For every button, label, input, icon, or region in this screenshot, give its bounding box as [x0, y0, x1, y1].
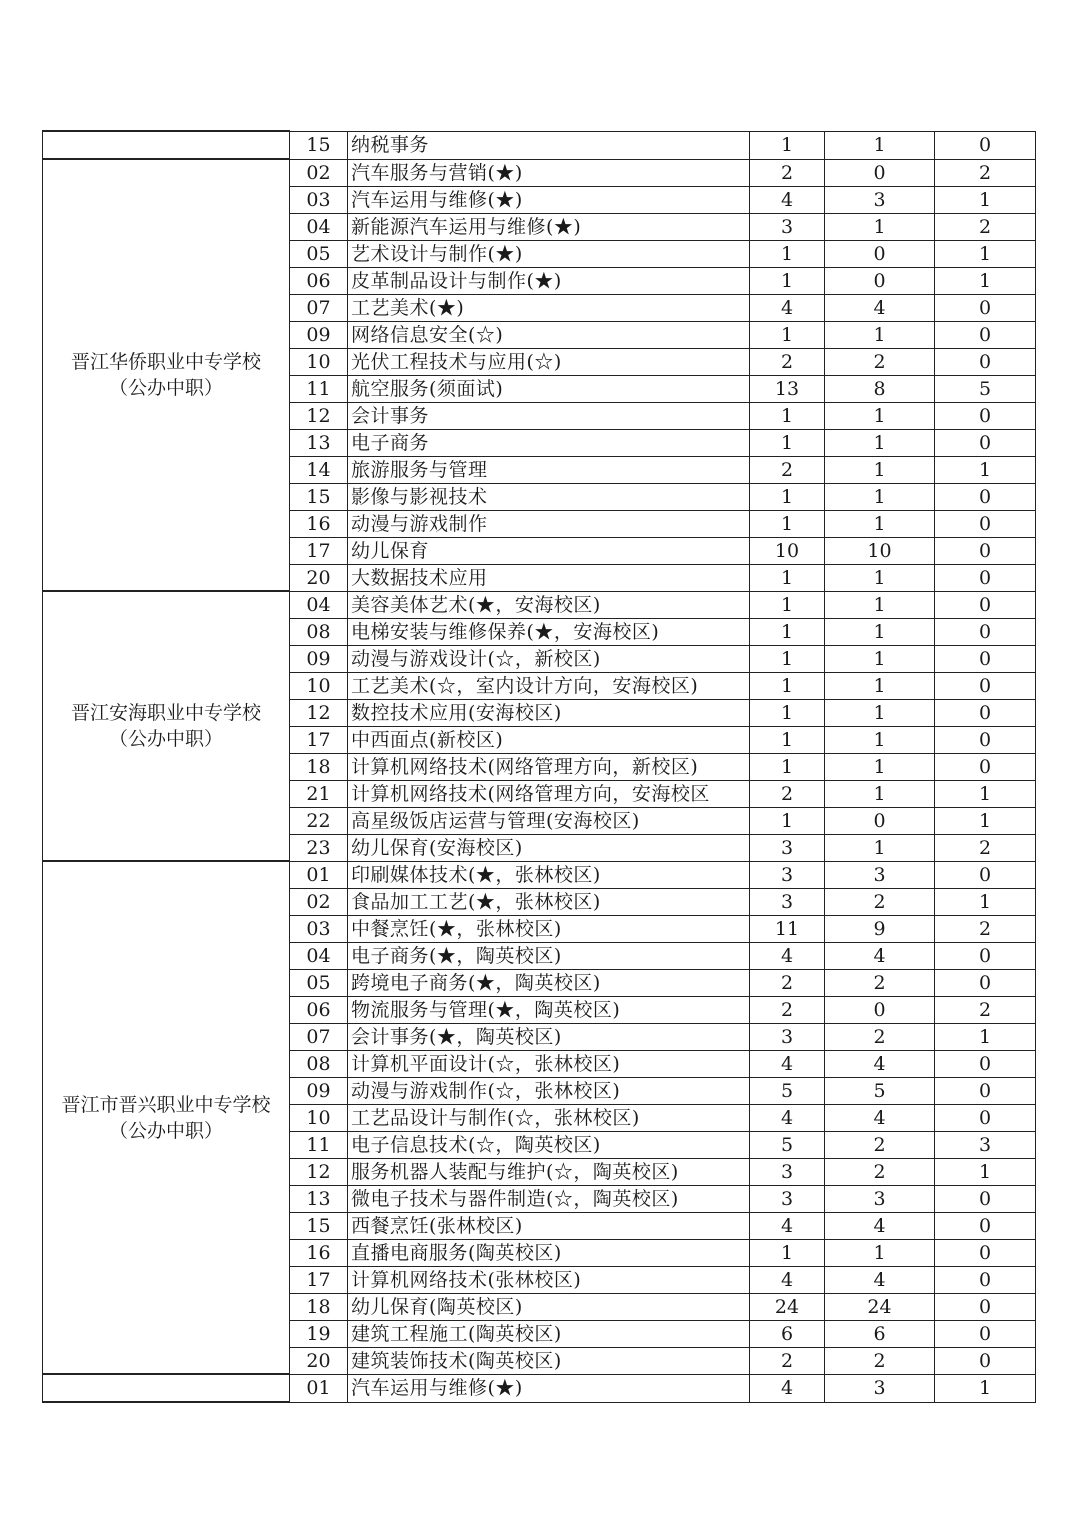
major-name-cell: 食品加工工艺(★，张林校区)	[348, 888, 750, 915]
plan-a-cell: 6	[825, 1320, 935, 1347]
major-code-cell: 14	[290, 456, 348, 483]
major-code-cell: 18	[290, 1293, 348, 1320]
school-cell	[43, 159, 290, 591]
plan-total-cell: 1	[750, 131, 825, 159]
major-code-cell: 01	[290, 861, 348, 888]
major-code-cell: 10	[290, 348, 348, 375]
plan-b-cell: 0	[935, 1239, 1036, 1266]
plan-a-cell: 2	[825, 1131, 935, 1158]
plan-a-cell: 1	[825, 618, 935, 645]
major-name-cell: 计算机平面设计(☆，张林校区)	[348, 1050, 750, 1077]
major-code-cell: 15	[290, 483, 348, 510]
major-name-cell: 新能源汽车运用与维修(★)	[348, 213, 750, 240]
major-code-cell: 03	[290, 186, 348, 213]
plan-total-cell: 1	[750, 753, 825, 780]
major-code-cell: 09	[290, 645, 348, 672]
plan-b-cell: 0	[935, 618, 1036, 645]
plan-a-cell: 0	[825, 159, 935, 186]
major-code-cell: 17	[290, 1266, 348, 1293]
major-code-cell: 06	[290, 267, 348, 294]
major-code-cell: 04	[290, 213, 348, 240]
plan-b-cell: 0	[935, 1347, 1036, 1374]
plan-total-cell: 1	[750, 402, 825, 429]
plan-a-cell: 1	[825, 483, 935, 510]
plan-total-cell: 1	[750, 267, 825, 294]
major-name-cell: 服务机器人装配与维护(☆，陶英校区)	[348, 1158, 750, 1185]
plan-a-cell: 1	[825, 699, 935, 726]
enrollment-table-body	[43, 131, 1036, 1402]
plan-a-cell: 1	[825, 564, 935, 591]
major-name-cell: 工艺美术(★)	[348, 294, 750, 321]
table-row	[43, 131, 1036, 159]
major-name-cell: 中餐烹饪(★，张林校区)	[348, 915, 750, 942]
plan-b-cell: 0	[935, 726, 1036, 753]
plan-b-cell: 1	[935, 1023, 1036, 1050]
school-cell	[43, 131, 290, 159]
plan-a-cell: 10	[825, 537, 935, 564]
plan-total-cell: 1	[750, 591, 825, 618]
plan-b-cell: 0	[935, 537, 1036, 564]
plan-a-cell: 1	[825, 321, 935, 348]
major-name-cell: 动漫与游戏设计(☆，新校区)	[348, 645, 750, 672]
major-code-cell: 02	[290, 159, 348, 186]
major-code-cell: 02	[290, 888, 348, 915]
plan-a-cell: 1	[825, 780, 935, 807]
plan-total-cell: 4	[750, 294, 825, 321]
plan-a-cell: 4	[825, 1050, 935, 1077]
plan-b-cell: 0	[935, 1293, 1036, 1320]
major-name-cell: 建筑装饰技术(陶英校区)	[348, 1347, 750, 1374]
school-cell	[43, 591, 290, 861]
plan-a-cell: 24	[825, 1293, 935, 1320]
major-name-cell: 动漫与游戏制作(☆，张林校区)	[348, 1077, 750, 1104]
plan-total-cell: 6	[750, 1320, 825, 1347]
plan-b-cell: 0	[935, 321, 1036, 348]
plan-b-cell: 0	[935, 591, 1036, 618]
major-code-cell: 07	[290, 294, 348, 321]
plan-total-cell: 3	[750, 834, 825, 861]
plan-total-cell: 13	[750, 375, 825, 402]
major-code-cell: 20	[290, 1347, 348, 1374]
major-code-cell: 16	[290, 510, 348, 537]
major-code-cell: 01	[290, 1374, 348, 1402]
plan-b-cell: 0	[935, 348, 1036, 375]
plan-a-cell: 1	[825, 672, 935, 699]
table-row	[43, 159, 1036, 186]
plan-b-cell: 0	[935, 645, 1036, 672]
plan-b-cell: 2	[935, 915, 1036, 942]
plan-b-cell: 0	[935, 672, 1036, 699]
major-name-cell: 工艺美术(☆，室内设计方向，安海校区)	[348, 672, 750, 699]
major-code-cell: 04	[290, 591, 348, 618]
plan-a-cell: 1	[825, 429, 935, 456]
plan-total-cell: 2	[750, 456, 825, 483]
plan-a-cell: 4	[825, 1104, 935, 1131]
plan-total-cell: 1	[750, 1239, 825, 1266]
major-code-cell: 12	[290, 1158, 348, 1185]
plan-b-cell: 0	[935, 294, 1036, 321]
enrollment-table	[42, 130, 1036, 1403]
plan-a-cell: 1	[825, 753, 935, 780]
plan-a-cell: 2	[825, 1347, 935, 1374]
plan-total-cell: 3	[750, 888, 825, 915]
plan-total-cell: 4	[750, 1050, 825, 1077]
plan-total-cell: 1	[750, 618, 825, 645]
major-code-cell: 03	[290, 915, 348, 942]
major-code-cell: 20	[290, 564, 348, 591]
plan-b-cell: 0	[935, 131, 1036, 159]
major-code-cell: 11	[290, 375, 348, 402]
plan-b-cell: 0	[935, 510, 1036, 537]
major-name-cell: 网络信息安全(☆)	[348, 321, 750, 348]
major-code-cell: 23	[290, 834, 348, 861]
plan-total-cell: 3	[750, 1185, 825, 1212]
plan-b-cell: 0	[935, 402, 1036, 429]
major-code-cell: 04	[290, 942, 348, 969]
plan-b-cell: 1	[935, 888, 1036, 915]
major-code-cell: 08	[290, 618, 348, 645]
major-name-cell: 会计事务	[348, 402, 750, 429]
plan-b-cell: 1	[935, 1158, 1036, 1185]
plan-total-cell: 10	[750, 537, 825, 564]
plan-b-cell: 0	[935, 483, 1036, 510]
plan-total-cell: 1	[750, 429, 825, 456]
plan-total-cell: 1	[750, 807, 825, 834]
plan-total-cell: 1	[750, 510, 825, 537]
plan-b-cell: 0	[935, 1104, 1036, 1131]
major-name-cell: 西餐烹饪(张林校区)	[348, 1212, 750, 1239]
plan-total-cell: 3	[750, 1023, 825, 1050]
table-row	[43, 861, 1036, 888]
plan-total-cell: 1	[750, 672, 825, 699]
plan-total-cell: 4	[750, 942, 825, 969]
plan-a-cell: 4	[825, 1212, 935, 1239]
plan-b-cell: 0	[935, 564, 1036, 591]
plan-total-cell: 4	[750, 1374, 825, 1402]
school-cell	[43, 861, 290, 1374]
plan-b-cell: 3	[935, 1131, 1036, 1158]
plan-total-cell: 11	[750, 915, 825, 942]
major-name-cell: 幼儿保育	[348, 537, 750, 564]
plan-a-cell: 4	[825, 294, 935, 321]
major-code-cell: 18	[290, 753, 348, 780]
major-code-cell: 13	[290, 429, 348, 456]
plan-total-cell: 5	[750, 1077, 825, 1104]
plan-b-cell: 1	[935, 240, 1036, 267]
plan-a-cell: 9	[825, 915, 935, 942]
plan-a-cell: 1	[825, 131, 935, 159]
plan-b-cell: 0	[935, 1266, 1036, 1293]
plan-a-cell: 1	[825, 456, 935, 483]
major-code-cell: 17	[290, 537, 348, 564]
plan-a-cell: 8	[825, 375, 935, 402]
major-code-cell: 08	[290, 1050, 348, 1077]
major-name-cell: 航空服务(须面试)	[348, 375, 750, 402]
major-name-cell: 皮革制品设计与制作(★)	[348, 267, 750, 294]
plan-a-cell: 4	[825, 942, 935, 969]
plan-a-cell: 1	[825, 402, 935, 429]
major-name-cell: 影像与影视技术	[348, 483, 750, 510]
plan-a-cell: 1	[825, 213, 935, 240]
school-type: （公办中职）	[108, 728, 223, 750]
major-name-cell: 微电子技术与器件制造(☆，陶英校区)	[348, 1185, 750, 1212]
major-name-cell: 幼儿保育(陶英校区)	[348, 1293, 750, 1320]
plan-a-cell: 2	[825, 348, 935, 375]
major-name-cell: 汽车服务与营销(★)	[348, 159, 750, 186]
plan-a-cell: 1	[825, 510, 935, 537]
plan-a-cell: 1	[825, 645, 935, 672]
plan-total-cell: 4	[750, 1266, 825, 1293]
major-code-cell: 15	[290, 131, 348, 159]
major-code-cell: 15	[290, 1212, 348, 1239]
plan-b-cell: 0	[935, 1077, 1036, 1104]
major-name-cell: 跨境电子商务(★，陶英校区)	[348, 969, 750, 996]
plan-total-cell: 1	[750, 564, 825, 591]
plan-total-cell: 4	[750, 186, 825, 213]
plan-total-cell: 2	[750, 348, 825, 375]
major-name-cell: 电子商务	[348, 429, 750, 456]
major-name-cell: 艺术设计与制作(★)	[348, 240, 750, 267]
plan-b-cell: 1	[935, 807, 1036, 834]
plan-total-cell: 1	[750, 483, 825, 510]
major-name-cell: 计算机网络技术(张林校区)	[348, 1266, 750, 1293]
plan-a-cell: 0	[825, 240, 935, 267]
plan-a-cell: 3	[825, 1185, 935, 1212]
plan-b-cell: 0	[935, 942, 1036, 969]
plan-b-cell: 0	[935, 1320, 1036, 1347]
major-name-cell: 直播电商服务(陶英校区)	[348, 1239, 750, 1266]
plan-b-cell: 1	[935, 1374, 1036, 1402]
major-code-cell: 11	[290, 1131, 348, 1158]
plan-a-cell: 0	[825, 267, 935, 294]
major-code-cell: 05	[290, 969, 348, 996]
plan-b-cell: 0	[935, 753, 1036, 780]
major-name-cell: 汽车运用与维修(★)	[348, 1374, 750, 1402]
school-name: 晋江市晋兴职业中专学校	[61, 1093, 271, 1116]
plan-total-cell: 1	[750, 321, 825, 348]
plan-total-cell: 1	[750, 645, 825, 672]
plan-a-cell: 5	[825, 1077, 935, 1104]
plan-total-cell: 4	[750, 1104, 825, 1131]
major-code-cell: 12	[290, 402, 348, 429]
plan-a-cell: 2	[825, 888, 935, 915]
plan-b-cell: 2	[935, 213, 1036, 240]
plan-total-cell: 4	[750, 1212, 825, 1239]
plan-total-cell: 2	[750, 159, 825, 186]
major-name-cell: 印刷媒体技术(★，张林校区)	[348, 861, 750, 888]
plan-b-cell: 2	[935, 159, 1036, 186]
major-name-cell: 数控技术应用(安海校区)	[348, 699, 750, 726]
plan-total-cell: 1	[750, 699, 825, 726]
major-code-cell: 13	[290, 1185, 348, 1212]
plan-total-cell: 5	[750, 1131, 825, 1158]
plan-total-cell: 3	[750, 861, 825, 888]
major-code-cell: 09	[290, 1077, 348, 1104]
major-name-cell: 大数据技术应用	[348, 564, 750, 591]
major-name-cell: 会计事务(★，陶英校区)	[348, 1023, 750, 1050]
major-name-cell: 汽车运用与维修(★)	[348, 186, 750, 213]
major-name-cell: 工艺品设计与制作(☆，张林校区)	[348, 1104, 750, 1131]
plan-b-cell: 5	[935, 375, 1036, 402]
major-name-cell: 计算机网络技术(网络管理方向，新校区)	[348, 753, 750, 780]
plan-b-cell: 1	[935, 456, 1036, 483]
plan-a-cell: 4	[825, 1266, 935, 1293]
school-name: 晋江安海职业中专学校	[70, 702, 261, 724]
major-name-cell: 高星级饭店运营与管理(安海校区)	[348, 807, 750, 834]
plan-a-cell: 3	[825, 186, 935, 213]
school-type: （公办中职）	[108, 377, 223, 399]
major-name-cell: 建筑工程施工(陶英校区)	[348, 1320, 750, 1347]
major-code-cell: 12	[290, 699, 348, 726]
table-row	[43, 1374, 1036, 1402]
major-name-cell: 电梯安装与维修保养(★，安海校区)	[348, 618, 750, 645]
major-code-cell: 10	[290, 672, 348, 699]
plan-b-cell: 1	[935, 267, 1036, 294]
plan-b-cell: 0	[935, 1185, 1036, 1212]
major-name-cell: 美容美体艺术(★，安海校区)	[348, 591, 750, 618]
major-name-cell: 光伏工程技术与应用(☆)	[348, 348, 750, 375]
plan-total-cell: 3	[750, 1158, 825, 1185]
plan-b-cell: 1	[935, 780, 1036, 807]
table-row	[43, 591, 1036, 618]
plan-total-cell: 3	[750, 213, 825, 240]
major-name-cell: 幼儿保育(安海校区)	[348, 834, 750, 861]
major-name-cell: 电子信息技术(☆，陶英校区)	[348, 1131, 750, 1158]
school-type: （公办中职）	[108, 1119, 223, 1142]
plan-a-cell: 2	[825, 1023, 935, 1050]
school-cell	[43, 1374, 290, 1402]
plan-total-cell: 2	[750, 996, 825, 1023]
plan-a-cell: 0	[825, 996, 935, 1023]
plan-a-cell: 0	[825, 807, 935, 834]
major-code-cell: 22	[290, 807, 348, 834]
plan-a-cell: 3	[825, 861, 935, 888]
major-name-cell: 旅游服务与管理	[348, 456, 750, 483]
school-name: 晋江华侨职业中专学校	[70, 351, 261, 373]
major-name-cell: 动漫与游戏制作	[348, 510, 750, 537]
plan-b-cell: 0	[935, 429, 1036, 456]
plan-b-cell: 0	[935, 1050, 1036, 1077]
major-code-cell: 16	[290, 1239, 348, 1266]
plan-b-cell: 2	[935, 996, 1036, 1023]
plan-b-cell: 0	[935, 969, 1036, 996]
plan-a-cell: 2	[825, 1158, 935, 1185]
major-code-cell: 10	[290, 1104, 348, 1131]
plan-total-cell: 2	[750, 780, 825, 807]
plan-a-cell: 1	[825, 591, 935, 618]
major-code-cell: 07	[290, 1023, 348, 1050]
plan-a-cell: 1	[825, 1239, 935, 1266]
major-name-cell: 纳税事务	[348, 131, 750, 159]
plan-total-cell: 24	[750, 1293, 825, 1320]
major-name-cell: 计算机网络技术(网络管理方向，安海校区	[348, 780, 750, 807]
major-code-cell: 19	[290, 1320, 348, 1347]
major-code-cell: 09	[290, 321, 348, 348]
plan-a-cell: 2	[825, 969, 935, 996]
major-code-cell: 21	[290, 780, 348, 807]
plan-a-cell: 1	[825, 834, 935, 861]
plan-b-cell: 0	[935, 1212, 1036, 1239]
major-name-cell: 电子商务(★，陶英校区)	[348, 942, 750, 969]
plan-total-cell: 2	[750, 1347, 825, 1374]
major-name-cell: 中西面点(新校区)	[348, 726, 750, 753]
major-code-cell: 05	[290, 240, 348, 267]
major-code-cell: 06	[290, 996, 348, 1023]
plan-b-cell: 2	[935, 834, 1036, 861]
plan-total-cell: 1	[750, 726, 825, 753]
plan-b-cell: 1	[935, 186, 1036, 213]
plan-total-cell: 2	[750, 969, 825, 996]
major-name-cell: 物流服务与管理(★，陶英校区)	[348, 996, 750, 1023]
plan-a-cell: 3	[825, 1374, 935, 1402]
plan-a-cell: 1	[825, 726, 935, 753]
plan-total-cell: 1	[750, 240, 825, 267]
plan-b-cell: 0	[935, 699, 1036, 726]
major-code-cell: 17	[290, 726, 348, 753]
plan-b-cell: 0	[935, 861, 1036, 888]
